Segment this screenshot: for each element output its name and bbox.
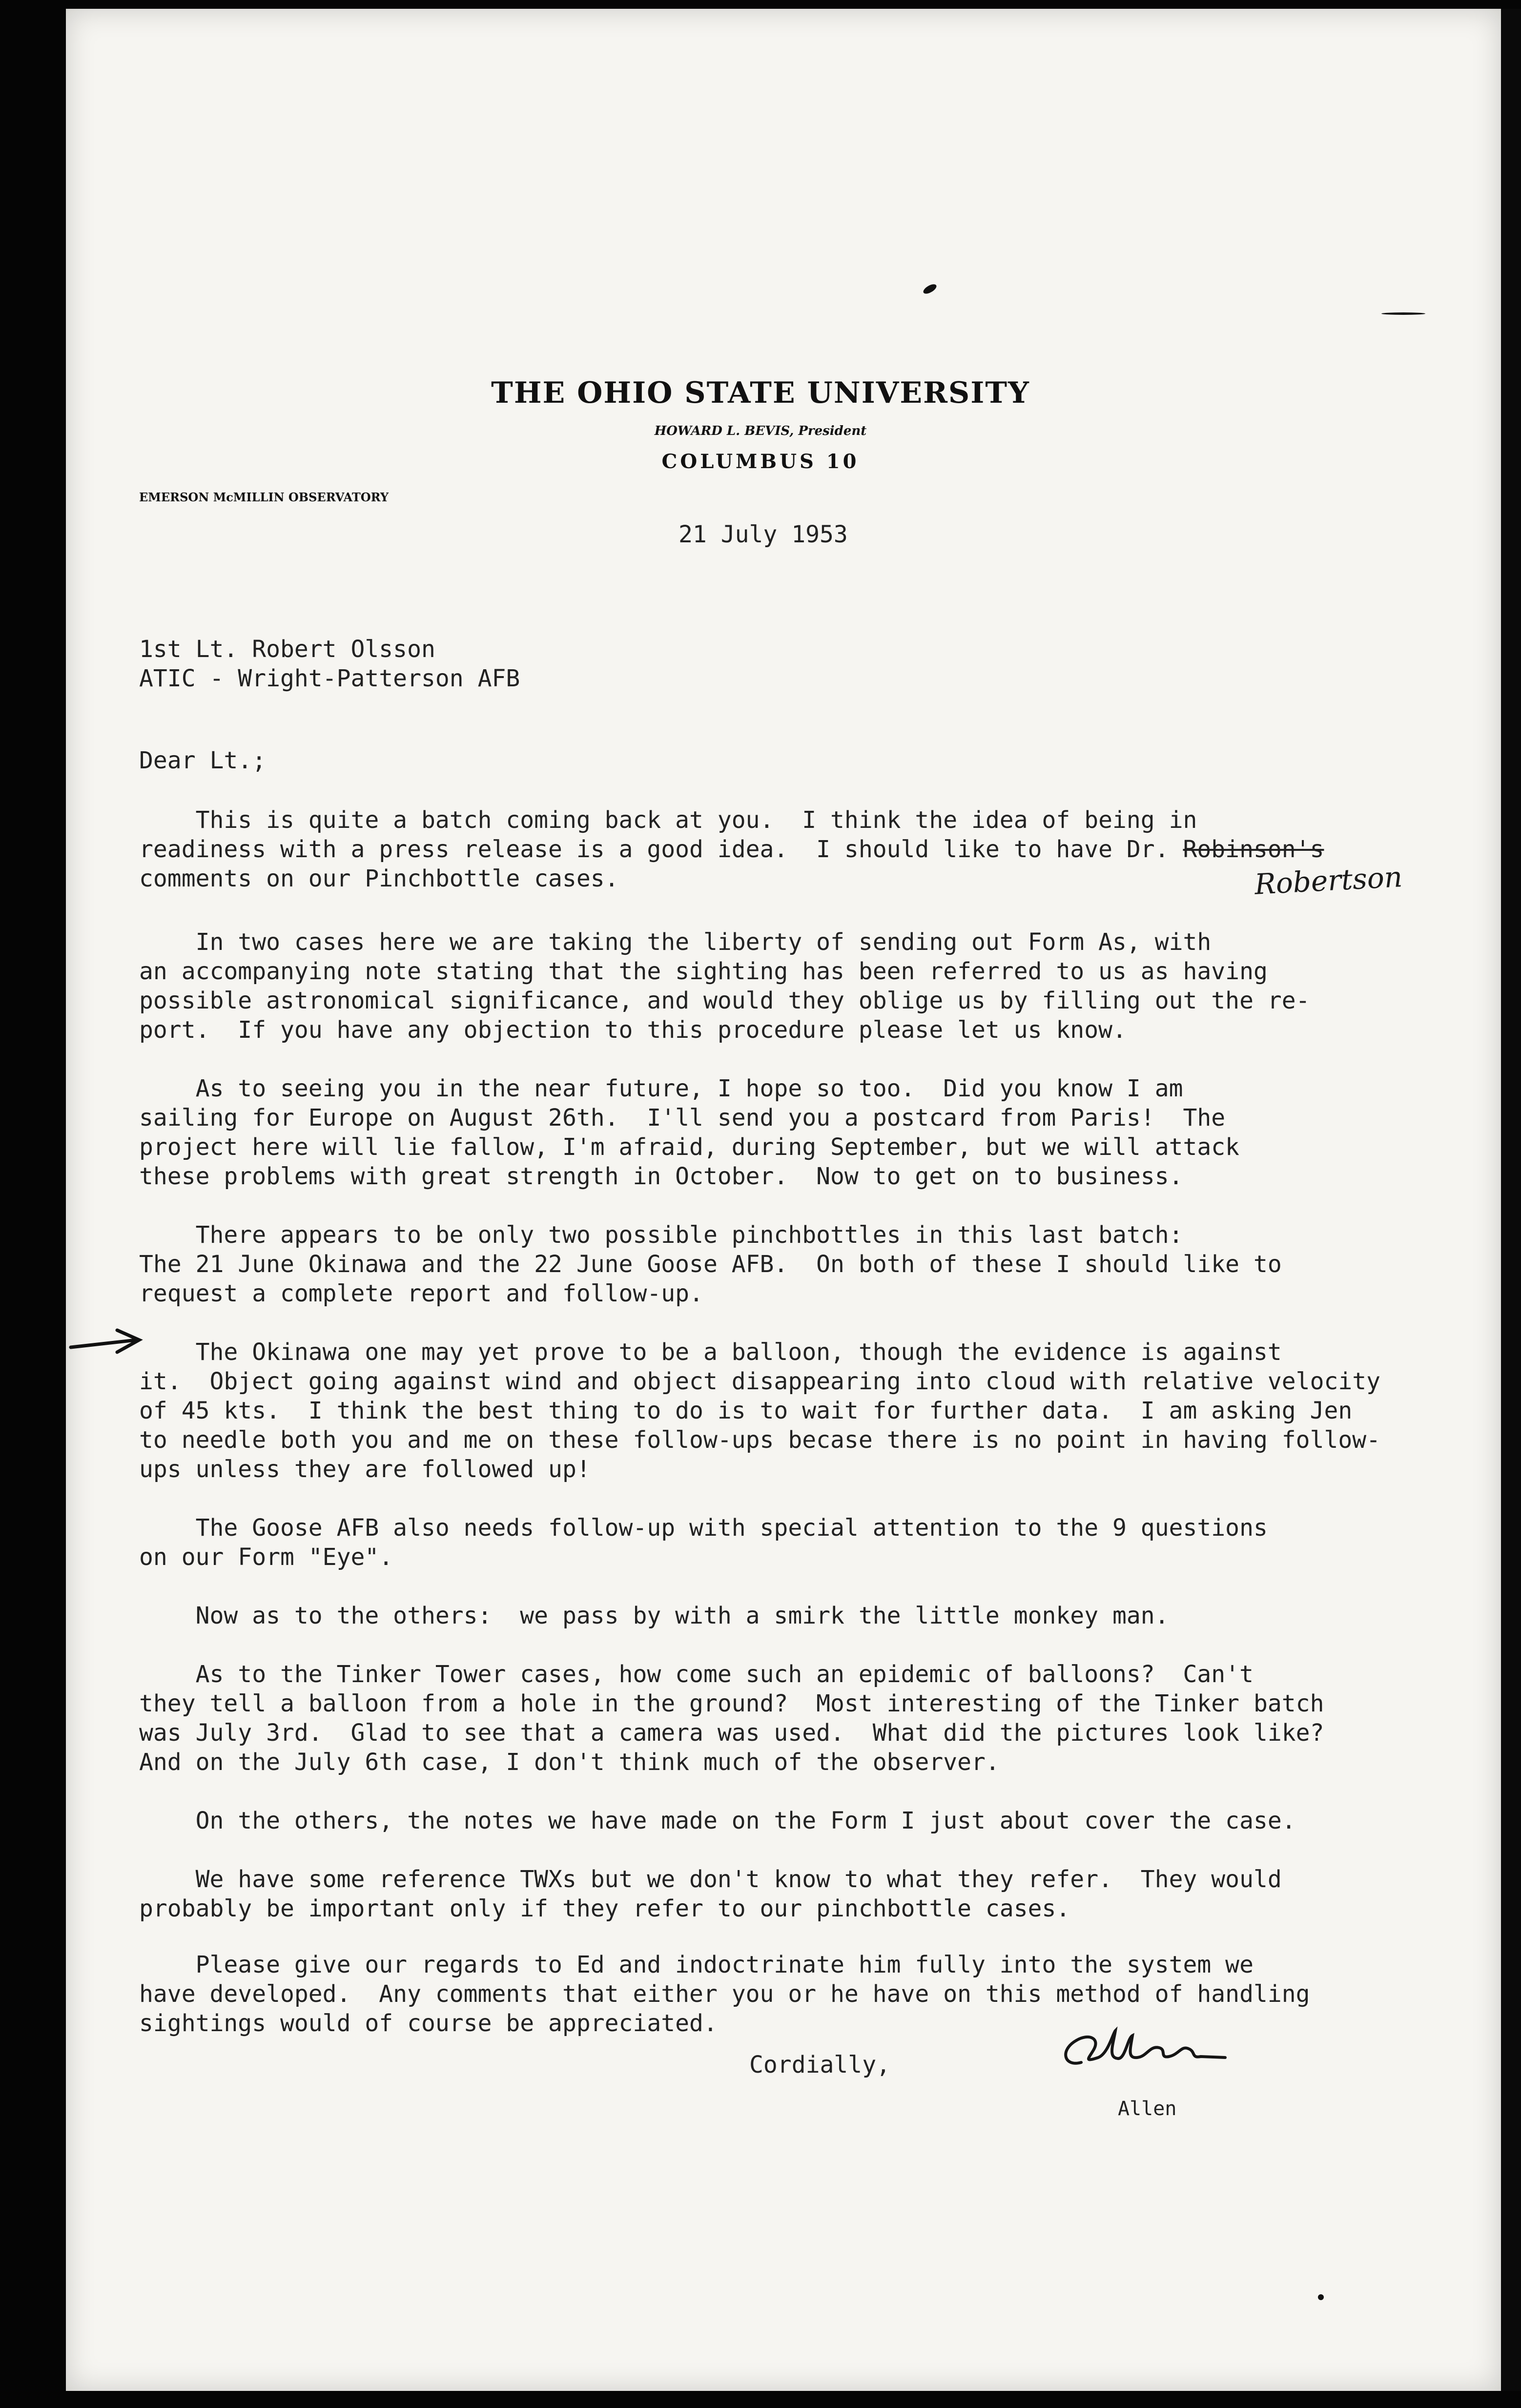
body-line: On the others, the notes we have made on the Form I just about cover the case. — [139, 1807, 1296, 1834]
body-line: ups unless they are followed up! — [139, 1456, 591, 1483]
body-line: We have some reference TWXs but we don't know to what they refer. They would — [139, 1866, 1282, 1893]
body-line: on our Form "Eye". — [139, 1544, 393, 1571]
body-line: This is quite a batch coming back at you. I think the idea of being in — [139, 806, 1197, 834]
body-line: was July 3rd. Glad to see that a camera was used. What did the pictures look like? — [139, 1719, 1324, 1747]
handwritten-correction: Robertson — [1254, 860, 1403, 901]
recipient-line-2: ATIC - Wright-Patterson AFB — [139, 665, 520, 692]
body-line: it. Object going against wind and object disappearing into cloud with relative velocity — [139, 1368, 1381, 1395]
body-line: Please give our regards to Ed and indoctrinate him fully into the system we — [139, 1951, 1254, 1978]
body-line: project here will lie fallow, I'm afraid, during September, but we will attack — [139, 1133, 1240, 1161]
body-line: to needle both you and me on these follow-ups becase there is no point in having follow- — [139, 1426, 1381, 1454]
struck-name: Robinson's — [1183, 836, 1324, 863]
body-line: There appears to be only two possible pinchbottles in this last batch: — [139, 1221, 1183, 1249]
margin-arrow-icon — [68, 1325, 146, 1359]
typed-signature-name: Allen — [1118, 2098, 1177, 2120]
body-line: possible astronomical significance, and would they oblige us by filling out the re- — [139, 987, 1310, 1014]
body-line: sailing for Europe on August 26th. I'll send you a postcard from Paris! The — [139, 1104, 1226, 1132]
body-line: sightings would of course be appreciated. — [139, 2010, 718, 2037]
body-line: request a complete report and follow-up. — [139, 1280, 703, 1307]
scan-speck — [1318, 2294, 1324, 2300]
body-line: port. If you have any objection to this procedure please let us know. — [139, 1016, 1127, 1044]
body-line: And on the July 6th case, I don't think much of the observer. — [139, 1749, 1000, 1776]
president-title: President — [798, 424, 867, 438]
letterhead-city: COLUMBUS 10 — [661, 450, 860, 473]
letterhead-institution: THE OHIO STATE UNIVERSITY — [491, 376, 1030, 410]
body-line: The 21 June Okinawa and the 22 June Goose AFB. On both of these I should like to — [139, 1251, 1282, 1278]
closing: Cordially, — [749, 2051, 890, 2079]
scan-speck — [1381, 312, 1425, 315]
body-line: of 45 kts. I think the best thing to do is to wait for further data. I am asking Jen — [139, 1397, 1353, 1424]
letter-date: 21 July 1953 — [678, 521, 848, 548]
body-line: these problems with great strength in October. Now to get on to business. — [139, 1163, 1183, 1190]
body-line: Now as to the others: we pass by with a smirk the little monkey man. — [139, 1602, 1169, 1629]
body-line: The Goose AFB also needs follow-up with special attention to the 9 questions — [139, 1514, 1268, 1542]
department-name: EMERSON McMILLIN OBSERVATORY — [139, 490, 389, 504]
body-line: As to seeing you in the near future, I hope so too. Did you know I am — [139, 1075, 1183, 1102]
body-line: The Okinawa one may yet prove to be a balloon, though the evidence is against — [139, 1338, 1282, 1366]
body-line: As to the Tinker Tower cases, how come such an epidemic of balloons? Can't — [139, 1661, 1254, 1688]
salutation: Dear Lt.; — [139, 747, 267, 774]
president-name: HOWARD L. BEVIS, — [654, 424, 799, 438]
body-line-text: readiness with a press release is a good idea. I should like to have Dr. — [139, 836, 1183, 863]
signature-icon — [1054, 2023, 1274, 2077]
scan-edge — [1501, 9, 1521, 2391]
body-line: they tell a balloon from a hole in the ground? Most interesting of the Tinker batch — [139, 1690, 1324, 1717]
body-line: In two cases here we are taking the liberty of sending out Form As, with — [139, 928, 1212, 956]
body-line: have developed. Any comments that either you or he have on this method of handling — [139, 1980, 1310, 2008]
body-line: comments on our Pinchbottle cases. — [139, 865, 619, 892]
body-line: an accompanying note stating that the sighting has been referred to us as having — [139, 958, 1268, 985]
body-line: probably be important only if they refer to our pinchbottle cases. — [139, 1895, 1070, 1922]
letterhead-president — [0, 424, 1521, 438]
body-line — [139, 835, 1324, 864]
recipient-line-1: 1st Lt. Robert Olsson — [139, 636, 435, 663]
